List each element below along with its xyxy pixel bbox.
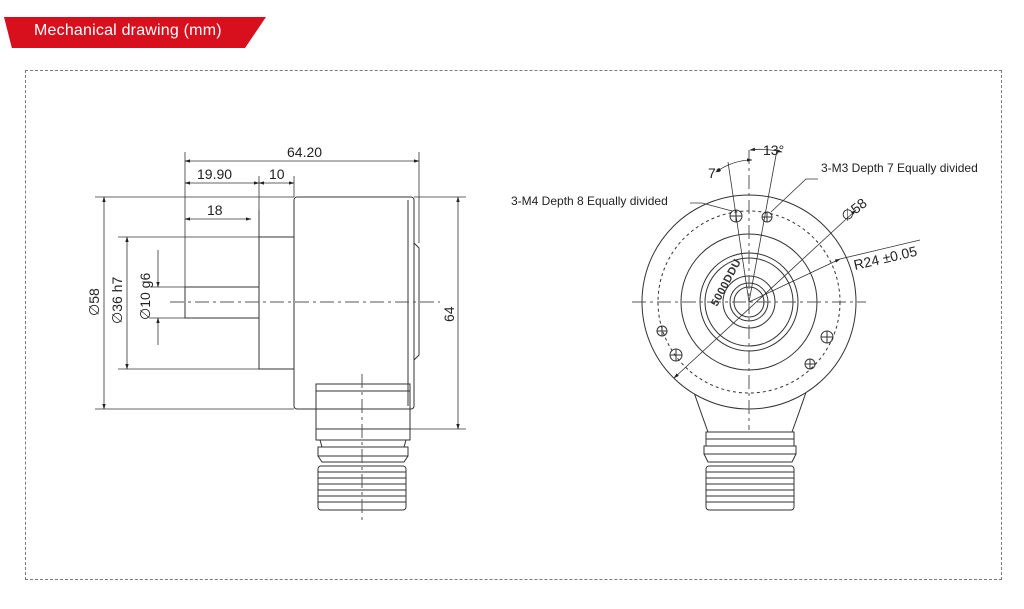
dim-shaft-length: 19.90 [197,166,233,182]
angle-7: 7° [708,165,722,181]
dim-shaft-dia: ∅10 g6 [137,272,153,320]
front-connector-thread [706,466,794,510]
side-view [170,197,440,520]
encoder-marking: 5000DDU [709,257,744,309]
section-title: Mechanical drawing (mm) [34,22,222,39]
m4-hole-note: 3-M4 Depth 8 Equally divided [511,194,668,208]
m3-hole-note: 3-M3 Depth 7 Equally divided [821,161,978,175]
angle-13: 13° [763,142,785,158]
dim-shaft-flat: 18 [207,202,223,218]
dim-outer-dia: ∅58 [837,194,870,225]
spigot-outline [259,237,294,369]
dim-radius: R24 ±0.05 [852,242,919,273]
dim-flange-width: 10 [269,166,285,182]
body-outline [294,197,414,409]
dim-body-dia: ∅58 [86,288,102,316]
dim-height: 64 [441,306,457,322]
dim-overall-length: 64.20 [287,144,323,160]
dim-spigot-dia: ∅36 h7 [109,276,125,324]
